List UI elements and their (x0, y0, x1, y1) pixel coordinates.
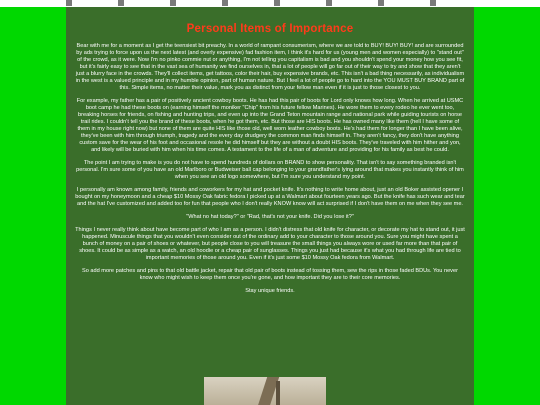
broken-image-icon (118, 0, 124, 6)
paragraph: Things I never really think about have become part of who I am as a person. I didn't distress that old knife for character, or decorate my hat to stand out, it just happened. Minuscule things that you wouldn't even consider out of the ordinary add to your character to those around you. Sure you might have spent a bunch of money on a pair of shoes or whatever, but people close to you will treasure the small things you always wore or used far more than that pair of shoes. It could be as simple as a watch, an old hoodie or a cheap pair of sunglasses. Things you just had because it's what you had through life are tied to important memories of those around you. Even if it's just some $10 Mossy Oak fedora from Walmart. (75, 227, 465, 261)
paragraph: So add more patches and pins to that old battle jacket, repair that old pair of boots instead of tossing them, sew the rips in those faded BDUs. You never know who might wish to keep them once you're gone, and how important they are to their core memories. (82, 268, 458, 281)
broken-image-icon (326, 0, 332, 6)
paragraph: The point I am trying to make is you do not have to spend hundreds of dollars on BRAND to show personality. That isn't to say something branded isn't personal. I'm sure some of you have an old Marlboro or Budweiser ball cap belonging to your grandfather's lying around that makes you instantly think of him when you see an old logo somewhere, but I'm sure you understand my point. (76, 160, 464, 180)
boot-lace-shape (276, 381, 280, 405)
top-image-strip (0, 0, 540, 7)
paragraph: For example, my father has a pair of positively ancient cowboy boots. He has had this pair of boots for Lord only knows how long. When he arrived at USMC boot camp he had these boots on (earning himself the moniker "Chip" from his future fellow Marines). He wore them to every rodeo he ever went too, breaking horses for friends, on fishing and hunting trips, and even up into the Grand Teton mountain range and national park while guiding tourists on horse trail rides. I couldn't tell you the brand of these boots, when he got them, etc. But those are HIS boots. He has owned many like them (hell I have some of them in my house right now) but none of them are quite HIS like those old, well worn leather cowboy boots. He's had them for longer than I have been alive, they've been with him through triumph, tragedy and the every day drudgery the common man finds himself in. They aren't fancy, they don't have anything custom save for the wear of his foot and occasional resole he did himself but they are without a doubt HIS boots. They've traveled with him hither and yon, and likely will be buried with him when his time comes. A testament to the life of a man of adventure and providing for his family as best he could. (76, 98, 464, 153)
broken-image-icon (378, 0, 384, 6)
page-title: Personal Items of Importance (186, 23, 354, 35)
quote: "What no hat today?" or "Rad, that's not your knife. Did you lose it?" (186, 214, 354, 220)
article-body (66, 35, 474, 295)
broken-image-icon (274, 0, 280, 6)
boots-photo (204, 377, 326, 405)
paragraph: I personally am known among family, friends and coworkers for my hat and pocket knife. It's nothing to write home about, just an old Boker assisted opener I bought on my honeymoon and a cheap $10 Mossy Oak fabric fedora I picked up at a Walmart about fourteen years ago. But the knife has such wear and tear and the hat I've customized and added too for fun that people who I don't really KNOW know will act surprised if I don't have them on me when they see me. (75, 187, 465, 207)
broken-image-icon (222, 0, 228, 6)
broken-image-icon (430, 0, 436, 6)
sign-off: Stay unique friends. (245, 288, 295, 294)
content-panel (66, 7, 474, 405)
broken-image-icon (170, 0, 176, 6)
paragraph: Bear with me for a moment as I get the teensiest bit preachy. In a world of rampant consumerism, where we are told to BUY! BUY! BUY! and are surrounded by ads trying to force upon us the next latest (and overly expensive) fad fashion item, I think it's hard for us (young men and women especially) to "stand out" of the crowd, as it were. Now I'm no pinko commie nut or anything, I'm not telling you capitalism is bad and you shouldn't spend your money how you see fit, but it's fairly easy to see that in the vast sea of humanity we find ourselves in, that a lot of people will go far out of their way to try and show that they aren't just a blurry face in the crowds. They'll collect items, get tattoos, color their hair, buy expensive brands, etc. This isn't a bad thing necessarily, as individualism in the west is a valued principle and in my humble opinion, part of human nature. But I feel a lot of people go to hard into the YOU MUST BUY BRAND part of this. Simple items, no matter their value, mark you as distinct from your fellow man even if it is just to those closest to you. (75, 43, 465, 91)
broken-image-icon (66, 0, 72, 6)
